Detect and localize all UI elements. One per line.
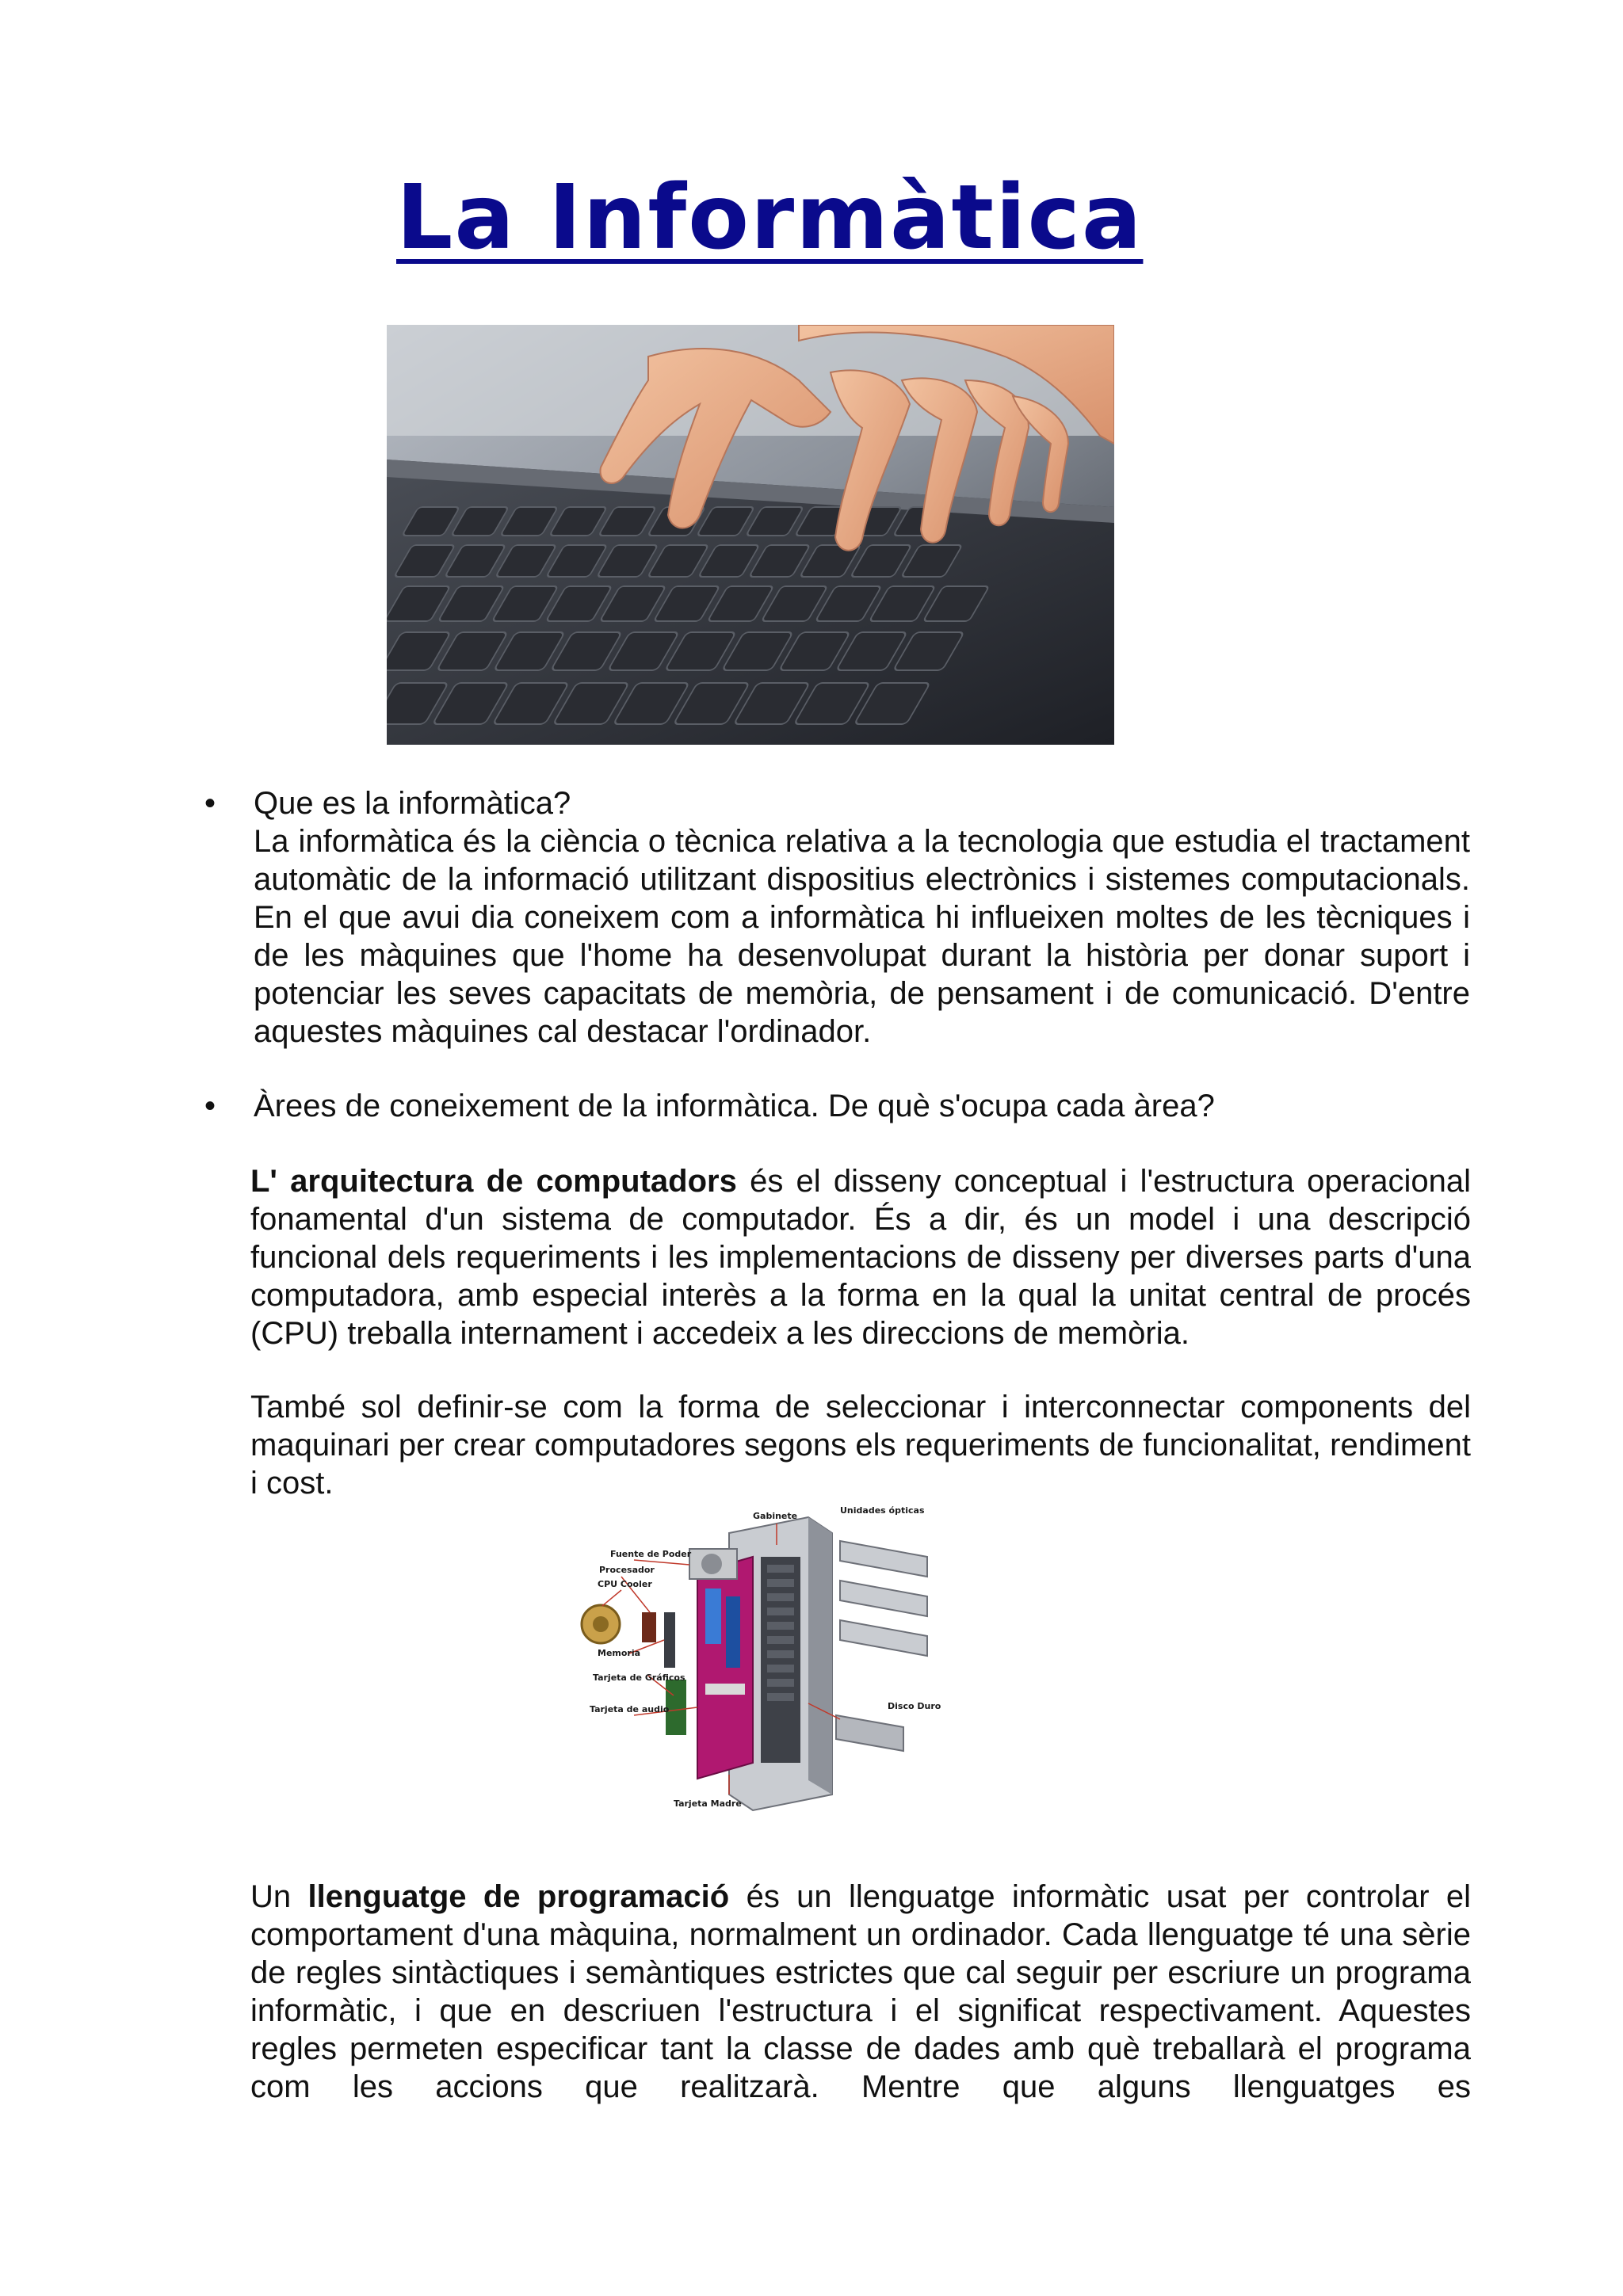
label-disco-duro: Disco Duro xyxy=(888,1701,941,1711)
programming-language-body: és un llenguatge informàtic usat per controlar el comportament d'una màquina, normalment un ordinador. Cada llenguatge té una sèrie de regles sintàctiques i semàntiques estrictes que cal seguir per escriure un programa informàtic, i que en descriuen l'estructura i el significat respectivament. Aquestes regles permeten especificar tant la classe de dades amb què treballarà el programa com les accions que realitzarà. Mentre que alguns llenguatges es xyxy=(250,1879,1472,2104)
section-2-paragraph-2: També sol definir-se com la forma de seleccionar i interconnectar components del maquinari per crear computadores segons els requeriments de funcionalitat, rendiment i cost. xyxy=(250,1390,1471,1501)
section-2-paragraph-1 xyxy=(250,1162,1471,1352)
document-title: La Informàtica xyxy=(396,166,1144,269)
section-2-heading: Àrees de coneixement de la informàtica. De què s'ocupa cada àrea? xyxy=(254,1089,1215,1123)
label-fuente-de-poder: Fuente de Poder xyxy=(610,1549,692,1559)
label-memoria: Memoria xyxy=(598,1648,641,1658)
bullet-2: • xyxy=(204,1089,216,1123)
section-1 xyxy=(254,784,1470,1051)
programming-prefix: Un xyxy=(250,1879,308,1914)
label-tarjeta-audio: Tarjeta de audio xyxy=(590,1704,670,1714)
label-tarjeta-graficos: Tarjeta de Gráficos xyxy=(593,1672,685,1683)
bullet-1: • xyxy=(204,786,216,821)
label-cpu-cooler: CPU Cooler xyxy=(598,1579,652,1589)
label-gabinete: Gabinete xyxy=(753,1511,798,1521)
computer-components-diagram xyxy=(571,1501,975,1818)
label-procesador: Procesador xyxy=(599,1565,655,1575)
programming-language-paragraph xyxy=(250,1878,1471,2106)
section-1-body: La informàtica és la ciència o tècnica relativa a la tecnologia que estudia el tractament automàtic de la informació utilitzant dispositius electrònics i sistemes computacionals. En el que avui dia coneixem com a informàtica hi influeixen moltes de les tècniques i de les màquines que l'home ha desenvolupat durant la història per donar suport i potenciar les seves capacitats de memòria, de pensament i de comunicació. D'entre aquestes màquines cal destacar l'ordinador. xyxy=(254,824,1470,1049)
architecture-body: és el disseny conceptual i l'estructura operacional fonamental d'un sistema de computador. És a dir, és un model i una descripció funcional dels requeriments i les implementacions de disseny per diverses parts d'una computadora, amb especial interès a la forma en la qual la unitat central de procés (CPU) treballa internament i accedeix a les direccions de memòria. xyxy=(250,1164,1471,1351)
label-unidades-opticas: Unidades ópticas xyxy=(840,1505,925,1516)
programming-language-term: llenguatge de programació xyxy=(307,1879,730,1914)
section-1-heading: Que es la informàtica? xyxy=(254,786,571,821)
keyboard-hands-photo xyxy=(387,325,1114,745)
label-tarjeta-madre: Tarjeta Madre xyxy=(674,1798,742,1809)
architecture-term: L' arquitectura de computadors xyxy=(250,1164,737,1199)
